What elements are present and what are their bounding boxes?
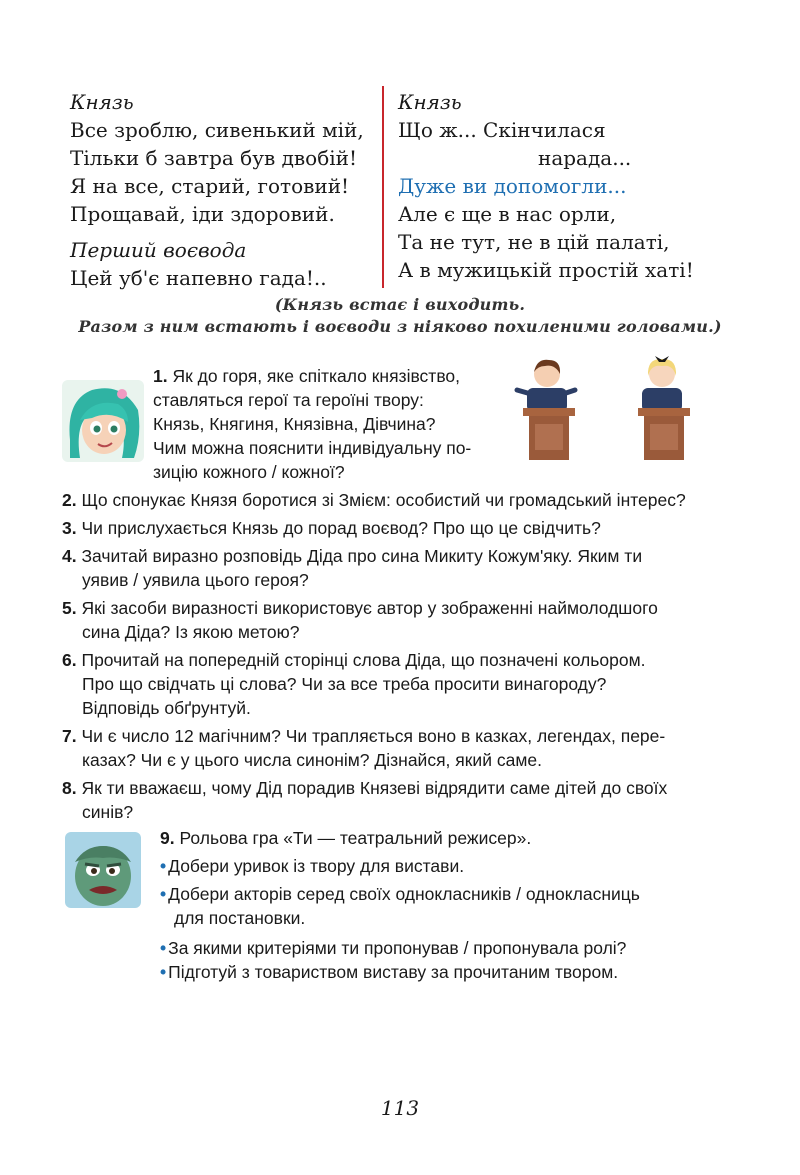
task-number: 1. — [153, 366, 168, 386]
task-7 — [62, 724, 742, 772]
task-number: 6. — [62, 650, 77, 670]
task-9 — [160, 826, 720, 984]
task-number: 4. — [62, 546, 77, 566]
task-text: ставляться герої та героїні твору: — [153, 390, 424, 410]
task-number: 8. — [62, 778, 77, 798]
task-text-continuation: уявив / уявила цього героя? — [82, 570, 309, 590]
speaker-name: Князь — [398, 90, 462, 114]
task-bullet-text: Добери акторів серед своїх однокласників / однокласниць — [168, 884, 640, 904]
task-text: Зачитай виразно розповідь Діда про сина Микиту Кожум'яку. Яким ти — [81, 546, 643, 566]
task-text: Князь, Княгиня, Князівна, Дівчина? — [153, 414, 436, 434]
bullet-icon: • — [160, 962, 167, 982]
highlighted-verse-line: Дуже ви допомогли... — [398, 174, 627, 198]
stage-direction — [40, 294, 760, 338]
task-number: 9. — [160, 828, 175, 848]
task-text: Чи прислухається Князь до порад воєвод? Про що це свідчить? — [81, 518, 601, 538]
play-left-column — [70, 88, 370, 292]
bullet-icon: • — [160, 856, 167, 876]
column-divider — [382, 86, 384, 288]
task-text-continuation: синів? — [82, 802, 134, 822]
task-text: Чи є число 12 магічним? Чи трапляється воно в казках, легендах, пере- — [81, 726, 666, 746]
bullet-icon: • — [160, 938, 167, 958]
task-text-continuation: Про що свідчать ці слова? Чи за все треба просити винагороду? — [82, 674, 607, 694]
task-8 — [62, 776, 742, 824]
verse-line: Все зроблю, сивенький мій, — [70, 118, 364, 142]
verse-line: Цей уб'є напевно гада!.. — [70, 266, 327, 290]
task-text: Чим можна пояснити індивідуальну по- — [153, 438, 472, 458]
task-text-continuation: сина Діда? Із якою метою? — [82, 622, 300, 642]
verse-line: Що ж... Скінчилася — [398, 118, 606, 142]
verse-line: Тільки б завтра був двобій! — [70, 146, 358, 170]
stage-direction-line: Разом з ним встають і воєводи з ніяково похиленими головами.) — [78, 317, 722, 336]
task-2 — [62, 488, 742, 512]
verse-line: Прощавай, іди здоровий. — [70, 202, 335, 226]
verse-line: А в мужицькій простій хаті! — [398, 258, 694, 282]
task-3 — [62, 516, 742, 540]
task-text: Які засоби виразності використовує автор у зображенні наймолодшого — [81, 598, 658, 618]
task-text: Рольова гра «Ти — театральний режисер». — [179, 828, 532, 848]
stage-direction-line: (Князь встає і виходить. — [274, 295, 526, 314]
task-text: зицію кожного / кожної? — [153, 462, 345, 482]
speaker-name: Князь — [70, 90, 134, 114]
task-number: 5. — [62, 598, 77, 618]
verse-line: Та не тут, не в цій палаті, — [398, 230, 670, 254]
task-text-continuation: казах? Чи є у цього числа синонім? Дізнайся, який саме. — [82, 750, 542, 770]
debate-podiums-illustration — [505, 352, 705, 462]
task-text: Як ти вважаєш, чому Дід порадив Князеві відрядити саме дітей до своїх — [81, 778, 668, 798]
girl-character-icon — [62, 380, 144, 462]
play-right-column — [398, 88, 728, 284]
task-number: 3. — [62, 518, 77, 538]
task-number: 2. — [62, 490, 77, 510]
task-bullet-text: Підготуй з товариством виставу за прочитаним твором. — [168, 962, 619, 982]
page-number: 113 — [380, 1096, 420, 1120]
speaker-name: Перший воєвода — [70, 238, 247, 262]
task-6 — [62, 648, 742, 720]
task-text: Прочитай на попередній сторінці слова Діда, що позначені кольором. — [81, 650, 646, 670]
verse-line: нарада... — [538, 146, 632, 170]
task-text: Як до горя, яке спіткало князівство, — [172, 366, 461, 386]
task-1 — [153, 364, 503, 484]
task-bullet-text: Добери уривок із твору для вистави. — [168, 856, 465, 876]
task-4 — [62, 544, 742, 592]
task-text-continuation: Відповідь обґрунтуй. — [82, 698, 251, 718]
task-bullet-continuation: для постановки. — [174, 908, 306, 928]
task-text: Що спонукає Князя боротися зі Змієм: особистий чи громадський інтерес? — [81, 490, 686, 510]
verse-line: Але є ще в нас орли, — [398, 202, 617, 226]
verse-line: Я на все, старий, готовий! — [70, 174, 350, 198]
task-bullet-text: За якими критеріями ти пропонував / пропонувала ролі? — [168, 938, 627, 958]
task-5 — [62, 596, 742, 644]
bullet-icon: • — [160, 884, 167, 904]
task-number: 7. — [62, 726, 77, 746]
troll-character-icon — [65, 832, 141, 908]
